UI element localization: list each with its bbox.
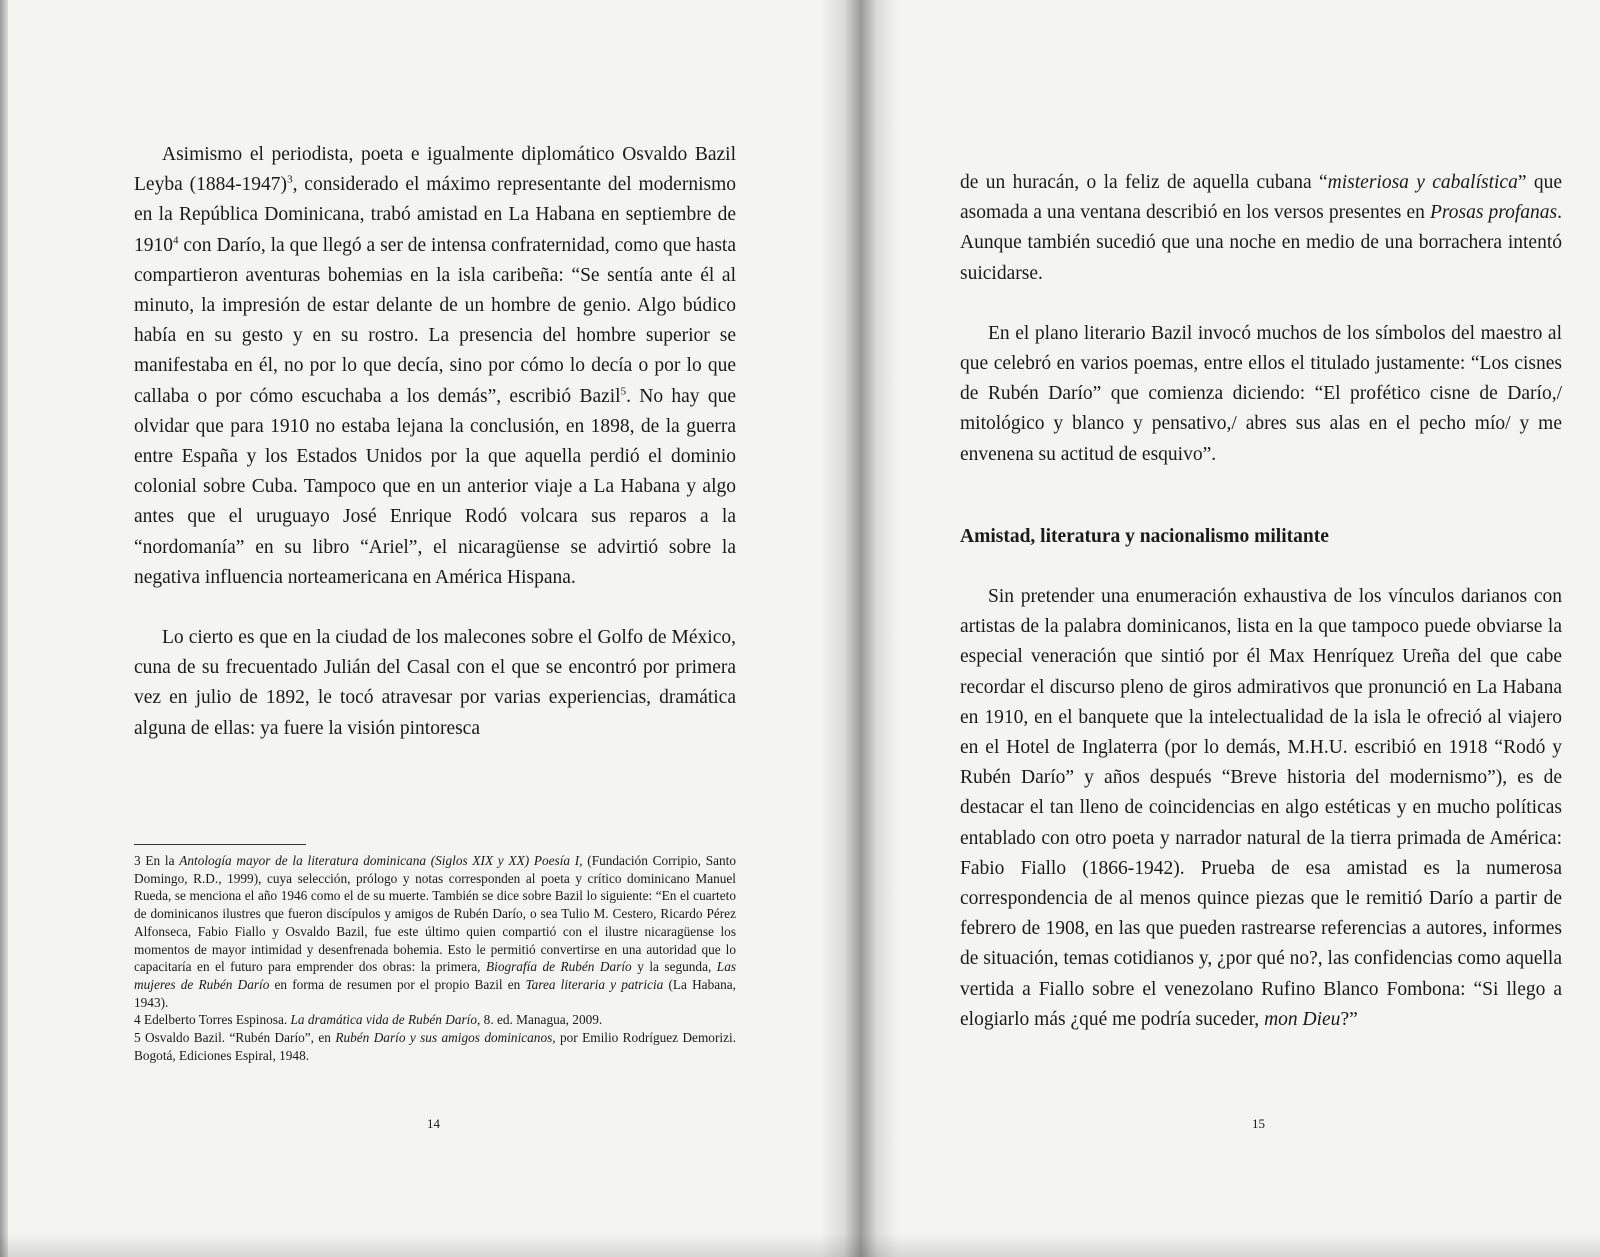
footnote-ref: 4 [173,234,179,247]
footnote-ref: 3 [287,173,293,186]
footnote-5: 5 Osvaldo Bazil. “Rubén Darío”, en Rubén Darío y sus amigos dominicanos, por Emilio Rodríguez Demorizi. Bogotá, Ediciones Espiral, 1948. [134,1030,736,1063]
binding-shadow-left [820,0,860,1257]
paragraph: Lo cierto es que en la ciudad de los malecones sobre el Golfo de México, cuna de su frecuentado Julián del Casal con el que se encontró por primera vez en julio de 1892, le tocó atravesar por varias experiencias, dramática alguna de ellas: ya fuere la visión pintoresca [134,627,736,739]
footnote-3: 3 En la Antología mayor de la literatura dominicana (Siglos XIX y XX) Poesía I, (Fundación Corripio, Santo Domingo, R.D., 1999), cuya selección, prólogo y notas corresponden al poeta y crítico dominicano Manuel Rueda, se menciona el año 1946 como el de su muerte. También se dice sobre Bazil lo siguiente: “En el cuarteto de dominicanos ilustres que fueron discípulos y amigos de Rubén Darío, o sea Tulio M. Cestero, Ricardo Pérez Alfonseca, Fabio Fiallo y Osvaldo Bazil, fue este último quien compartió con el ilustre nicaragüense los momentos de mayor intimidad y desenfrenada bohemia. Esto le permitió convertirse en una autoridad que lo capacitaría en el futuro para emprender dos obras: la primera, Biografía de Rubén Darío y la segunda, Las mujeres de Rubén Darío en forma de resumen por el propio Bazil en Tarea literaria y patricia (La Habana, 1943). [134,853,737,1010]
paragraph-continuation: de un huracán, o la feliz de aquella cubana “misteriosa y cabalística” que asomada a una ventana describió en los versos presentes en Prosas profanas. Aunque también sucedió que una noche en medio de una borrachera intentó suicidarse. [960,172,1563,284]
paragraph: Asimismo el periodista, poeta e igualmente diplomático Osvaldo Bazil Leyba (1884-1947)$^3$, considerado el máximo representante del modernismo en la República Dominicana, trabó amistad en La Habana en septiembre de 1910$^4$ con Darío, la que llegó a ser de intensa confraternidad, como que hasta compartieron aventuras bohemias en la isla caribeña: “Se sentía ante él al minuto, la impresión de estar delante de un hombre de genio. Algo búdico había en su gesto y en su rostro. La presencia del hombre superior se manifestaba en él, no por lo que decía, sino por cómo lo decía o por lo que callaba o por cómo escuchaba a los demás”, escribió Bazil$^5$. No hay que olvidar que para 1910 no estaba lejana la conclusión, en 1898, de la guerra entre España y los Estados Unidos por la que aquella perdió el dominio colonial sobre Cuba. Tampoco que en un anterior viaje a La Habana y algo antes que el uruguayo José Enrique Rodó volcara sus reparos a la “nordomanía” en su libro “Ariel”, el nicaragüense se advirtió sobre la negativa influencia norteamericana en América Hispana. [134,144,736,588]
left-page-body [134,140,736,744]
footnotes [134,852,736,1064]
footnote-ref: 5 [620,385,627,398]
page-edge-shadow [0,0,8,1257]
footnote-rule [134,844,306,845]
section-heading: Amistad, literatura y nacionalismo militante [960,525,1329,547]
page-number-left: 14 [427,1116,440,1131]
paragraph: Sin pretender una enumeración exhaustiva de los vínculos darianos con artistas de la palabra dominicanos, lista en la que tampoco puede obviarse la especial veneración que sintió por él Max Henríquez Ureña del que cabe recordar el discurso pleno de giros admirativos que pronunció en La Habana en 1910, en el banquete que la intelectualidad de la isla le ofreció al viajero en el Hotel de Inglaterra (por lo demás, M.H.U. escribió en 1918 “Rodó y Rubén Darío” y años después “Breve historia del modernismo”), es de destacar el tan lleno de coincidencias en algo estéticas y en mucho políticas entablado con otro poeta y narrador natural de la tierra primada de América: Fabio Fiallo (1866-1942). Prueba de esa amistad es la numerosa correspondencia de al menos quince piezas que le remitió Darío a partir de febrero de 1908, en las que pueden rastrearse referencias a autores, informes de situación, temas cotidianos y, ¿por qué no?, las confidencias como aquella vertida a Fiallo sobre el venezolano Rufino Blanco Fombona: “Si llego a elogiarlo más ¿qué me podría suceder, mon Dieu?” [960,586,1562,1030]
right-page-body [960,168,1562,1035]
binding-shadow-right [860,0,898,1257]
footnote-4: 4 Edelberto Torres Espinosa. La dramática vida de Rubén Darío, 8. ed. Managua, 2009. [134,1012,603,1028]
page-number-right: 15 [1252,1116,1265,1131]
paragraph: En el plano literario Bazil invocó muchos de los símbolos del maestro al que celebró en varios poemas, entre ellos el titulado justamente: “Los cisnes de Rubén Darío” que comienza diciendo: “El profético cisne de Darío,/ mitológico y blanco y pensativo,/ abres sus alas en el pecho mío/ y me envenena su actitud de esquivo”. [960,322,1562,465]
